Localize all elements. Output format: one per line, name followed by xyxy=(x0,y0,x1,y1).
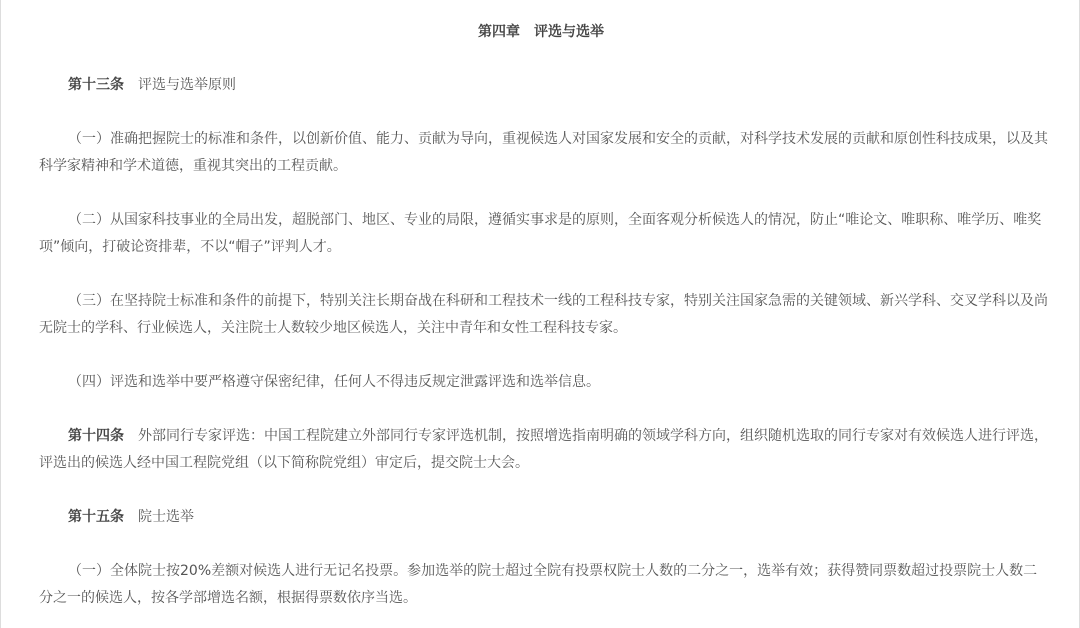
article-14-paragraph xyxy=(39,423,1051,477)
article-body: 外部同行专家评选：中国工程院建立外部同行专家评选机制，按照增选指南明确的领域学科方向，组织随机选取的同行专家对有效候选人进行评选，评选出的候选人经中国工程院党组（以下简称院党组）审定后，提交院士大会。 xyxy=(39,428,1048,471)
article-number: 第十四条 xyxy=(68,428,124,444)
article-15-header xyxy=(39,504,1051,531)
article-heading: 院士选举 xyxy=(138,509,194,525)
article-13-item-4: （四）评选和选举中要严格遵守保密纪律，任何人不得违反规定泄露评选和选举信息。 xyxy=(68,374,600,390)
article-15-item-1: （一）全体院士按20%差额对候选人进行无记名投票。参加选举的院士超过全院有投票权院士人数的二分之一，选举有效；获得赞同票数超过投票院士人数二分之一的候选人，按各学部增选名额，根据得票数依序当选。 xyxy=(39,563,1038,606)
article-13-item-3: （三）在坚持院士标准和条件的前提下，特别关注长期奋战在科研和工程技术一线的工程科技专家，特别关注国家急需的关键领域、新兴学科、交叉学科以及尚无院士的学科、行业候选人，关注院士人数较少地区候选人，关注中青年和女性工程科技专家。 xyxy=(39,293,1048,336)
article-13-item-1: （一）准确把握院士的标准和条件，以创新价值、能力、贡献为导向，重视候选人对国家发展和安全的贡献，对科学技术发展的贡献和原创性科技成果，以及其科学家精神和学术道德，重视其突出的工程贡献。 xyxy=(39,131,1048,174)
article-heading: 评选与选举原则 xyxy=(138,77,236,93)
article-13-item-2: （二）从国家科技事业的全局出发，超脱部门、地区、专业的局限，遵循实事求是的原则，全面客观分析候选人的情况，防止“唯论文、唯职称、唯学历、唯奖项”倾向，打破论资排辈，不以“帽子”评判人才。 xyxy=(39,212,1042,255)
article-number: 第十三条 xyxy=(68,77,124,93)
article-number: 第十五条 xyxy=(68,509,124,525)
article-13-header xyxy=(39,72,1051,99)
chapter-title: 第四章 评选与选举 xyxy=(478,24,604,40)
